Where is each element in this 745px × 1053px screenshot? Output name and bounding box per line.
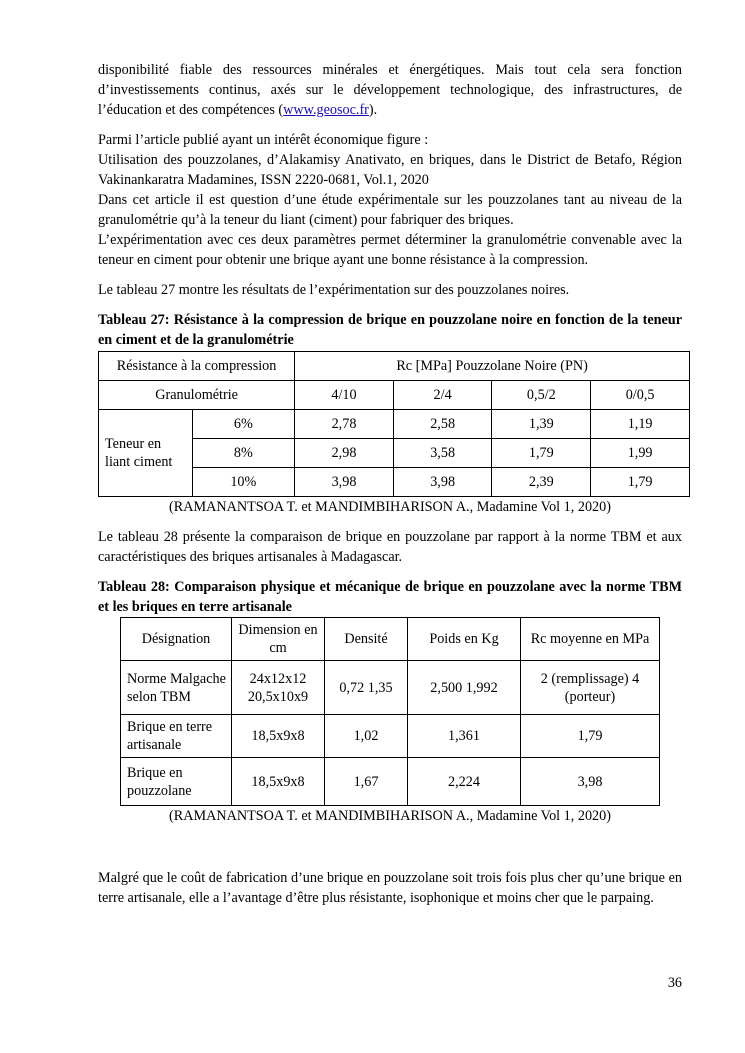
table28-intro: Le tableau 28 présente la comparaison de brique en pouzzolane par rapport à la norme TBM et aux caractéristiques des briques artisanales à Madagascar. (98, 529, 682, 565)
t27-cell: 2,39 (492, 468, 591, 497)
table-28 (120, 617, 660, 806)
table28-source: (RAMANANTSOA T. et MANDIMBIHARISON A., Madamine Vol 1, 2020) (169, 808, 611, 824)
table-27 (98, 351, 690, 497)
t28-dimension: 24x12x12 20,5x10x9 (232, 661, 325, 715)
t27-cell: 2,78 (295, 410, 394, 439)
table-row (99, 410, 690, 439)
table-row (121, 618, 660, 661)
t28-densite: 0,72 1,35 (325, 661, 408, 715)
t28-poids: 2,224 (408, 758, 521, 806)
article-intro-text: Parmi l’article publié ayant un intérêt économique figure : (98, 132, 429, 148)
t27-cell: 1,19 (591, 410, 690, 439)
t28-header-rc: Rc moyenne en MPa (521, 618, 660, 661)
article-reference: Utilisation des pouzzolanes, d’Alakamisy Anativato, en briques, dans le District de Betafo, Région Vakinankaratra Madamines, ISSN 2220-0681, Vol.1, 2020 (98, 152, 682, 188)
t27-cell: 1,39 (492, 410, 591, 439)
intro-paragraph: disponibilité fiable des ressources minérales et énergétiques. Mais tout cela sera fonction d’investissements continus, axés sur le développement technologique, des infrastructures, de l’éducation et des compétences (www.geosoc.fr). (98, 62, 682, 118)
article-description: Dans cet article il est question d’une étude expérimentale sur les pouzzolanes tant au niveau de la granulométrie qu’à la teneur du liant (ciment) pour fabriquer des briques. (98, 192, 682, 228)
t28-poids: 2,500 1,992 (408, 661, 521, 715)
t27-cell: 3,98 (295, 468, 394, 497)
t27-header-label: Résistance à la compression (99, 352, 295, 381)
document-page (98, 60, 682, 908)
t27-teneur-label: Teneur en liant ciment (99, 410, 193, 497)
t27-granulo-label: Granulométrie (99, 381, 295, 410)
t28-rc: 1,79 (521, 715, 660, 758)
t27-cell: 1,79 (591, 468, 690, 497)
t28-header-poids: Poids en Kg (408, 618, 521, 661)
t28-designation: Norme Malgache selon TBM (121, 661, 232, 715)
t28-rc: 2 (remplissage) 4 (porteur) (521, 661, 660, 715)
t28-densite: 1,02 (325, 715, 408, 758)
t27-cell: 2,58 (393, 410, 492, 439)
t27-header-value: Rc [MPa] Pouzzolane Noire (PN) (295, 352, 690, 381)
t27-granulo-3: 0/0,5 (591, 381, 690, 410)
t28-header-densite: Densité (325, 618, 408, 661)
t27-teneur-1: 8% (192, 439, 295, 468)
t28-designation: Brique en terre artisanale (121, 715, 232, 758)
t27-granulo-1: 2/4 (393, 381, 492, 410)
t27-cell: 1,79 (492, 439, 591, 468)
table-row (121, 715, 660, 758)
table27-caption: Tableau 27: Résistance à la compression de brique en pouzzolane noire en fonction de la teneur en ciment et de la granulométrie (98, 312, 682, 348)
t28-densite: 1,67 (325, 758, 408, 806)
t27-cell: 3,98 (393, 468, 492, 497)
table-row (121, 758, 660, 806)
conclusion-paragraph: Malgré que le coût de fabrication d’une brique en pouzzolane soit trois fois plus cher qu’une brique en terre artisanale, elle a l’avantage d’être plus résistante, isophonique et moins cher que le parpaing. (98, 870, 682, 906)
t27-cell: 2,98 (295, 439, 394, 468)
table-row (121, 661, 660, 715)
t27-teneur-2: 10% (192, 468, 295, 497)
t28-poids: 1,361 (408, 715, 521, 758)
t27-cell: 3,58 (393, 439, 492, 468)
t27-granulo-0: 4/10 (295, 381, 394, 410)
table-row (99, 352, 690, 381)
t28-dimension: 18,5x9x8 (232, 758, 325, 806)
geosoc-link[interactable]: www.geosoc.fr (283, 102, 369, 118)
table-row (99, 381, 690, 410)
t28-rc: 3,98 (521, 758, 660, 806)
page-number: 36 (667, 975, 682, 991)
t27-granulo-2: 0,5/2 (492, 381, 591, 410)
t28-header-dimension: Dimension en cm (232, 618, 325, 661)
table27-intro: Le tableau 27 montre les résultats de l’expérimentation sur des pouzzolanes noires. (98, 282, 570, 298)
t28-designation: Brique en pouzzolane (121, 758, 232, 806)
t27-teneur-0: 6% (192, 410, 295, 439)
table27-source: (RAMANANTSOA T. et MANDIMBIHARISON A., Madamine Vol 1, 2020) (169, 499, 611, 515)
table28-caption: Tableau 28: Comparaison physique et mécanique de brique en pouzzolane avec la norme TBM et les briques en terre artisanale (98, 579, 682, 615)
t28-dimension: 18,5x9x8 (232, 715, 325, 758)
t27-cell: 1,99 (591, 439, 690, 468)
article-experimentation: L’expérimentation avec ces deux paramètres permet déterminer la granulométrie convenable avec la teneur en ciment pour obtenir une brique ayant une bonne résistance à la compression. (98, 232, 682, 268)
t28-header-designation: Désignation (121, 618, 232, 661)
